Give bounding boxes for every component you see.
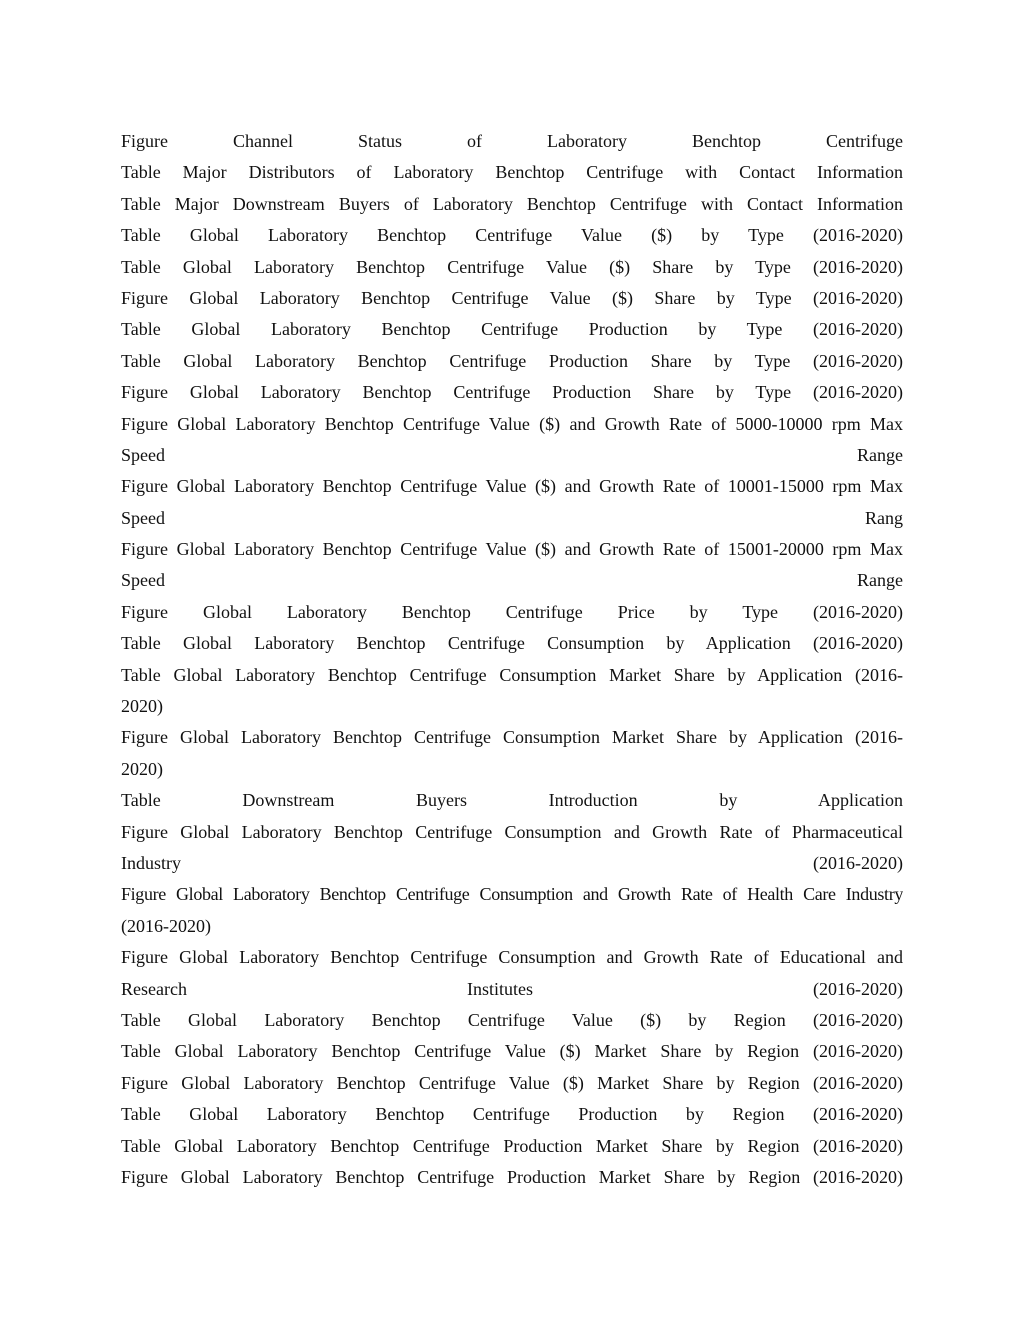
list-item: Figure Global Laboratory Benchtop Centrifuge Value ($) Market Share by Region (2016-2020)	[121, 1072, 903, 1093]
list-item: Table Downstream Buyers Introduction by Application	[121, 790, 903, 811]
list-item: Figure Global Laboratory Benchtop Centrifuge Consumption Market Share by Application (2016-	[121, 727, 903, 748]
list-item: (2016-2020)	[121, 915, 211, 936]
list-item: Table Global Laboratory Benchtop Centrifuge Production Market Share by Region (2016-2020)	[121, 1135, 903, 1156]
list-item: Table Global Laboratory Benchtop Centrifuge Production by Region (2016-2020)	[121, 1104, 903, 1125]
list-item: Table Major Distributors of Laboratory Benchtop Centrifuge with Contact Information	[121, 162, 903, 183]
list-item: Figure Global Laboratory Benchtop Centrifuge Value ($) and Growth Rate of 5000-10000 rpm Max	[121, 413, 903, 434]
list-item: Figure Global Laboratory Benchtop Centrifuge Consumption and Growth Rate of Health Care Industry	[121, 884, 903, 905]
list-item: Table Global Laboratory Benchtop Centrifuge Production by Type (2016-2020)	[121, 319, 903, 340]
list-item: Table Global Laboratory Benchtop Centrifuge Value ($) Market Share by Region (2016-2020)	[121, 1041, 903, 1062]
list-item: Figure Global Laboratory Benchtop Centrifuge Price by Type (2016-2020)	[121, 601, 903, 622]
list-item: Figure Global Laboratory Benchtop Centrifuge Value ($) and Growth Rate of 15001-20000 rpm Max	[121, 539, 903, 560]
list-item: Figure Global Laboratory Benchtop Centrifuge Production Share by Type (2016-2020)	[121, 382, 903, 403]
list-item: Table Global Laboratory Benchtop Centrifuge Value ($) by Region (2016-2020)	[121, 1009, 903, 1030]
list-item: Figure Global Laboratory Benchtop Centrifuge Production Market Share by Region (2016-2020)	[121, 1166, 903, 1187]
list-item: Figure Global Laboratory Benchtop Centrifuge Consumption and Growth Rate of Pharmaceutical	[121, 821, 903, 842]
list-item: Speed Rang	[121, 507, 903, 528]
list-item: Table Global Laboratory Benchtop Centrifuge Value ($) Share by Type (2016-2020)	[121, 256, 903, 277]
list-item: Figure Global Laboratory Benchtop Centrifuge Consumption and Growth Rate of Educational and	[121, 947, 903, 968]
list-item: Industry (2016-2020)	[121, 852, 903, 873]
list-item: Table Global Laboratory Benchtop Centrifuge Consumption by Application (2016-2020)	[121, 633, 903, 654]
list-item: Figure Global Laboratory Benchtop Centrifuge Value ($) and Growth Rate of 10001-15000 rpm Max	[121, 476, 903, 497]
list-item: Table Global Laboratory Benchtop Centrifuge Production Share by Type (2016-2020)	[121, 350, 903, 371]
list-item: Figure Global Laboratory Benchtop Centrifuge Value ($) Share by Type (2016-2020)	[121, 287, 903, 308]
list-item: Research Institutes (2016-2020)	[121, 978, 903, 999]
list-item: Table Global Laboratory Benchtop Centrifuge Consumption Market Share by Application (2016-	[121, 664, 903, 685]
document-page	[121, 126, 903, 1193]
list-item: Speed Range	[121, 570, 903, 591]
list-item: Table Global Laboratory Benchtop Centrifuge Value ($) by Type (2016-2020)	[121, 225, 903, 246]
list-item: Table Major Downstream Buyers of Laboratory Benchtop Centrifuge with Contact Information	[121, 193, 903, 214]
list-item: 2020)	[121, 758, 163, 779]
list-item: Figure Channel Status of Laboratory Benchtop Centrifuge	[121, 131, 903, 151]
list-item: 2020)	[121, 696, 163, 717]
list-item: Speed Range	[121, 444, 903, 465]
